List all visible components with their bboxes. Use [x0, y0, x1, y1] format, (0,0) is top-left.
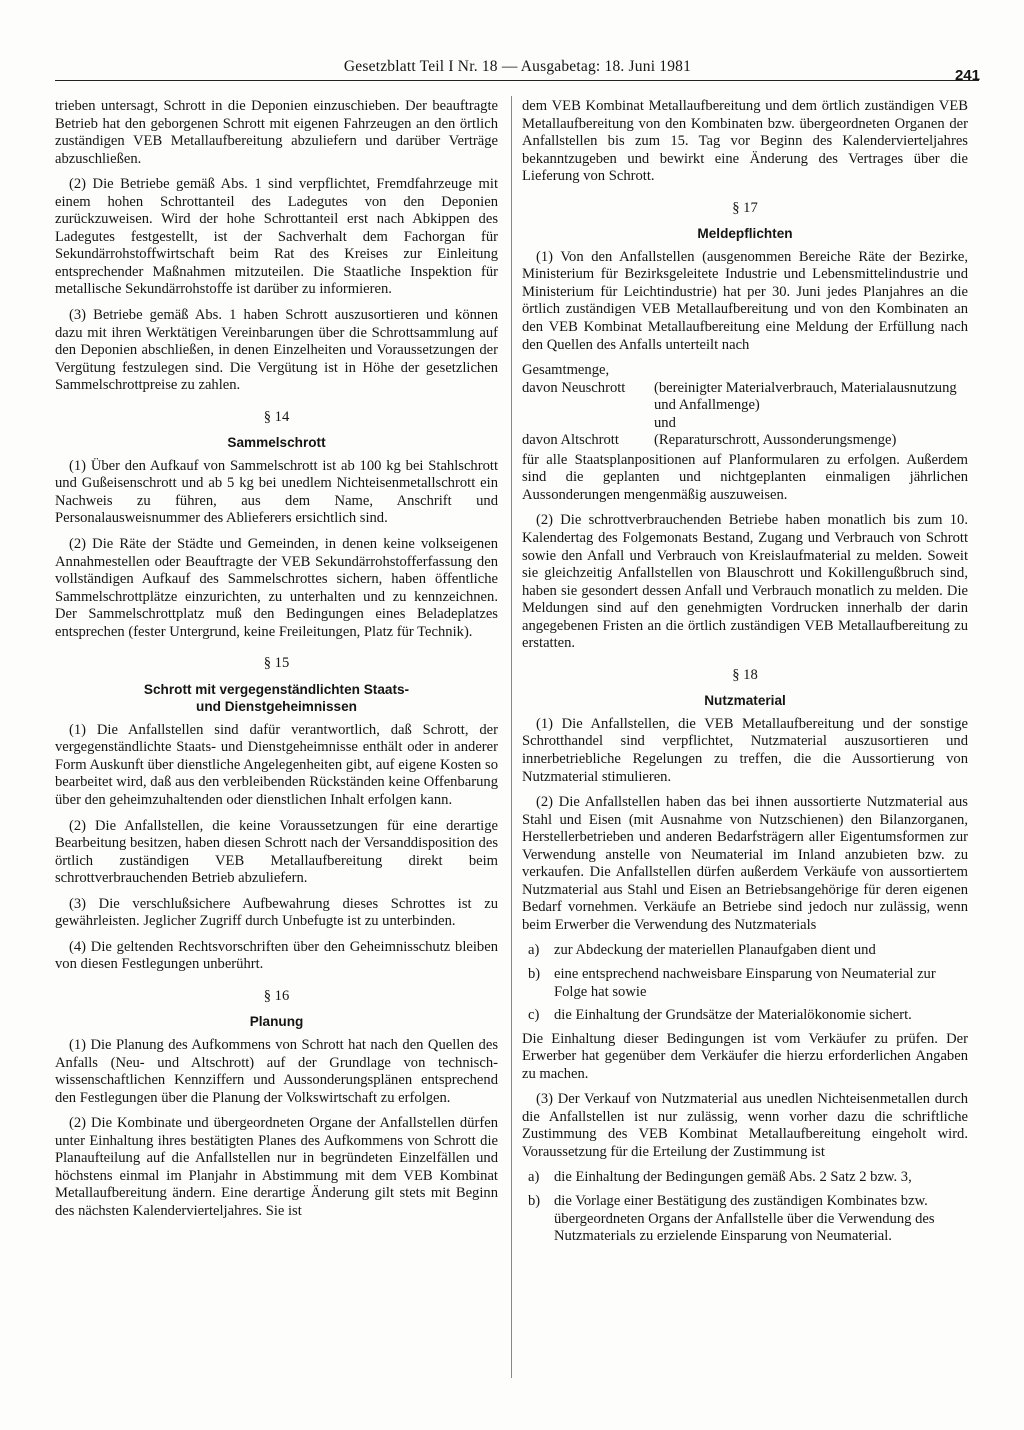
list-item-label: b)	[528, 1192, 541, 1209]
list-item-text: zur Abdeckung der materiellen Planaufgaben dient und	[554, 942, 876, 959]
list-item-label: c)	[528, 1007, 540, 1024]
paragraph: Die Einhaltung dieser Bedingungen ist vom Verkäufer zu prüfen. Der Erwerber hat gegenüber dem Verkäufer die hierzu erforderlichen Angaben zu machen.	[522, 1030, 968, 1082]
definition-row	[522, 432, 968, 450]
list-item-label: a)	[528, 942, 540, 959]
paragraph: (1) Die Anfallstellen sind dafür verantwortlich, daß Schrott, der vergegenständlichte Staats- und Dienstgeheimnisse enthält oder in anderer Form Auskunft über dienstliche Angelegenheiten gibt, auf eigene Kosten so bearbeitet wird, daß aus den verbleibenden Rückständen keine Offenbarung über den geheimzuhaltenden oder dienstlichen Inhalt erfolgen kann.	[55, 721, 498, 808]
section-title: Nutzmaterial	[704, 693, 786, 709]
list-item	[522, 942, 968, 960]
list-item	[522, 1007, 968, 1025]
definition-row	[522, 415, 968, 433]
header-rule	[55, 80, 979, 81]
list-item	[522, 966, 968, 1001]
paragraph: (3) Der Verkauf von Nutzmaterial aus unedlen Nichteisenmetallen durch die Anfallstellen ist nur zulässig, wenn vorher dazu die schriftliche Zustimmung des VEB Kombinat Metallaufbereitung eingeholt wird. Voraussetzung für die Erteilung der Zustimmung ist	[522, 1091, 968, 1160]
paragraph: (2) Die Anfallstellen, die keine Voraussetzungen für eine derartige Bearbeitung besitzen, haben diesen Schrott nach der Versanddisposition des örtlich zuständigen VEB Metallaufbereitung direkt beim schrottverbrauchenden Betrieb abzuliefern.	[55, 817, 498, 887]
paragraph: dem VEB Kombinat Metallaufbereitung und dem örtlich zuständigen VEB Metallaufbereitung von den Kombinaten bzw. übergeordneten Organen der Anfallstellen bis zum 15. Tag vor Beginn des Kalendervierteljahres bekanntzugeben und bewirkt eine Änderung des Vertrages über die Lieferung von Schrott.	[522, 98, 968, 185]
paragraph: (1) Die Anfallstellen, die VEB Metallaufbereitung und der sonstige Schrotthandel sind verpflichtet, Nutzmaterial auszusortieren und innerbetriebliche Regelungen zu treffen, die die Aussortierung von Nutzmaterial stimulieren.	[522, 715, 968, 785]
list-item-label: b)	[528, 965, 541, 982]
section-number: § 15	[263, 655, 290, 672]
right-column	[522, 98, 968, 1252]
page-number: 241	[954, 67, 980, 84]
paragraph: für alle Staatsplanpositionen auf Planformularen zu erfolgen. Außerdem sind die geplanten und nichtgeplanten einmaligen jährlichen Aussonderungen mengenmäßig auszuweisen.	[522, 451, 968, 503]
paragraph: (2) Die Räte der Städte und Gemeinden, in denen keine volkseigenen Annahmestellen oder Beauftragte der VEB Sekundärrohstofferfassung den vollständigen Aufkauf des Sammelschrottes sichern, haben öffentliche Sammelschrottplätze einzurichten, zu unterhalten und zu kennzeichnen. Der Sammelschrottplatz muß den Bedingungen eines Beladeplatzes entsprechen (fester Untergrund, keine Freileitungen, Platz für Technik).	[55, 535, 498, 640]
definition-term: davon Neuschrott	[522, 379, 626, 396]
paragraph: (4) Die geltenden Rechtsvorschriften über den Geheimnisschutz bleiben von diesen Festlegungen unberührt.	[55, 938, 498, 973]
list-item-text: die Vorlage einer Bestätigung des zuständigen Kombinates bzw. übergeordneten Organs der Anfallstelle über die Verwendung des Nutzmaterials zu erzielende Einsparung von Neumaterial.	[554, 1192, 935, 1245]
list-item-text: eine entsprechend nachweisbare Einsparung von Neumaterial zur Folge hat sowie	[554, 965, 936, 1000]
paragraph: trieben untersagt, Schrott in die Deponien einzuschieben. Der beauftragte Betrieb hat den geborgenen Schrott mit eigenen Fahrzeugen an den örtlich zuständigen VEB Metallaufbereitung abzuliefern und darüber Verträge abzuschließen.	[55, 98, 498, 167]
paragraph: (3) Die verschlußsichere Aufbewahrung dieses Schrottes ist zu gewährleisten. Jeglicher Zugriff durch Unbefugte ist zu unterbinden.	[55, 895, 498, 930]
definition-connector: und	[654, 414, 676, 431]
section-title-line: und Dienstgeheimnissen	[196, 699, 357, 715]
definition-description: (Reparaturschrott, Aussonderungsmenge)	[654, 432, 897, 449]
paragraph: (1) Über den Aufkauf von Sammelschrott ist ab 100 kg bei Stahlschrott und Gußeisenschrott und ab 5 kg bei unedlem Nichteisenmetallschrott ein Nachweis zu führen, aus dem Name, Anschrift und Personalausweisnummer des Ablieferers ersichtlich sind.	[55, 457, 498, 527]
list-item	[522, 1193, 968, 1246]
paragraph: (1) Die Planung des Aufkommens von Schrott hat nach den Quellen des Anfalls (Neu- und Altschrott) auf der Grundlage von technisch-wissenschaftlichen Kennziffern und Aussonderungsplänen entsprechend den Festlegungen über die Planung der Volkswirtschaft zu erfolgen.	[55, 1036, 498, 1106]
column-divider	[511, 96, 512, 1378]
page-header	[55, 58, 980, 84]
definition-list	[522, 362, 968, 450]
list-item-text: die Einhaltung der Grundsätze der Materialökonomie sichert.	[554, 1007, 912, 1024]
paragraph: (1) Von den Anfallstellen (ausgenommen Bereiche Räte der Bezirke, Ministerium für Bezirksgeleitete Industrie und Lebensmittelindustrie und Ministerium für Leichtindustrie) hat per 30. Juni jedes Planjahres an die örtlich zuständigen VEB Metallaufbereitung und von den Kombinaten an den VEB Kombinat Metallaufbereitung eine Meldung der Erfüllung nach den Quellen des Anfalls unterteilt nach	[522, 248, 968, 353]
definition-term: davon Altschrott	[522, 432, 619, 449]
section-number: § 14	[263, 408, 290, 425]
section-number: § 17	[732, 199, 758, 216]
section-title: Meldepflichten	[697, 226, 793, 242]
definition-heading: Gesamtmenge,	[522, 362, 610, 379]
section-title: Sammelschrott	[227, 435, 326, 451]
section-title	[55, 681, 498, 716]
definition-description: (bereinigter Materialverbrauch, Materialausnutzung und Anfallmenge)	[654, 379, 957, 414]
paragraph: (2) Die Betriebe gemäß Abs. 1 sind verpflichtet, Fremdfahrzeuge mit einem hohen Schrottanteil des Ladegutes von den Deponien zurückzuweisen. Wird der hohe Schrottanteil erst nach Abkippen des Ladegutes festgestellt, ist der Sachverhalt dem Fachorgan für Sekundärrohstoffwirtschaft beim Rat des Kreises zur Einleitung entsprechender Maßnahmen mitzuteilen. Die Staatliche Inspektion für metallische Sekundärrohstoffe ist darüber zu informieren.	[55, 176, 498, 298]
section-title: Planung	[249, 1014, 304, 1030]
left-column	[55, 98, 498, 1228]
definition-row	[522, 380, 968, 415]
paragraph: (2) Die schrottverbrauchenden Betriebe haben monatlich bis zum 10. Kalendertag des Folgemonats Bestand, Zugang und Verbrauch von Schrott sowie den Anfall und Verbrauch von Kreislaufmaterial zu melden. Soweit sie gleichzeitig Anfallstellen von Blauschrott und Kokillengußbruch sind, haben sie gesondert dessen Anfall und Verbrauch monatlich zu melden. Die Meldungen sind auf den genehmigten Vordrucken innerhalb der darin angegebenen Fristen an die örtlich zuständigen VEB Metallaufbereitung zu erstatten.	[522, 512, 968, 652]
header-title: Gesetzblatt Teil I Nr. 18 — Ausgabetag: 18. Juni 1981	[343, 58, 692, 75]
list-item-text: die Einhaltung der Bedingungen gemäß Abs. 2 Satz 2 bzw. 3,	[554, 1169, 912, 1186]
section-title-line: Schrott mit vergegenständlichten Staats-	[143, 681, 410, 697]
list-item-label: a)	[528, 1169, 540, 1186]
section-number: § 16	[263, 987, 290, 1004]
section-number: § 18	[732, 666, 758, 683]
paragraph: (2) Die Kombinate und übergeordneten Organe der Anfallstellen dürfen unter Einhaltung ihres bestätigten Planes des Aufkommens von Schrott die Planaufteilung auf die Anfallstellen nur in begründeten Einzelfällen und höchstens einmal im Planjahr in Abstimmung mit dem VEB Kombinat Metallaufbereitung ändern. Eine derartige Änderung gilt stets mit Beginn des nächsten Kalendervierteljahres. Sie ist	[55, 1115, 498, 1219]
list-item	[522, 1169, 968, 1187]
paragraph: (2) Die Anfallstellen haben das bei ihnen aussortierte Nutzmaterial aus Stahl und Eisen (mit Ausnahme von Nutzschienen) den Bilanzorganen, Herstellerbetrieben und anderen Bedarfsträgern aller Eigentumsformen zur Verwendung anstelle von Neumaterial im Inland anzubieten bzw. zu verkaufen. Die Anfallstellen dürfen außerdem Verkäufe von aussortiertem Nutzmaterial aus Stahl und Eisen an Betriebsangehörige für deren eigenen Bedarf vornehmen. Verkäufe an Betriebe sind jedoch nur zulässig, wenn beim Erwerber die Verwendung des Nutzmaterials	[522, 794, 968, 933]
paragraph: (3) Betriebe gemäß Abs. 1 haben Schrott auszusortieren und können dazu mit ihren Werktätigen Vereinbarungen über die Schrottsammlung auf den Deponien abschließen, in denen Einzelheiten und Voraussetzungen der Vergütung festzulegen sind. Die Vergütung ist in Höhe der gesetzlichen Sammelschrottpreise zu zahlen.	[55, 307, 498, 394]
